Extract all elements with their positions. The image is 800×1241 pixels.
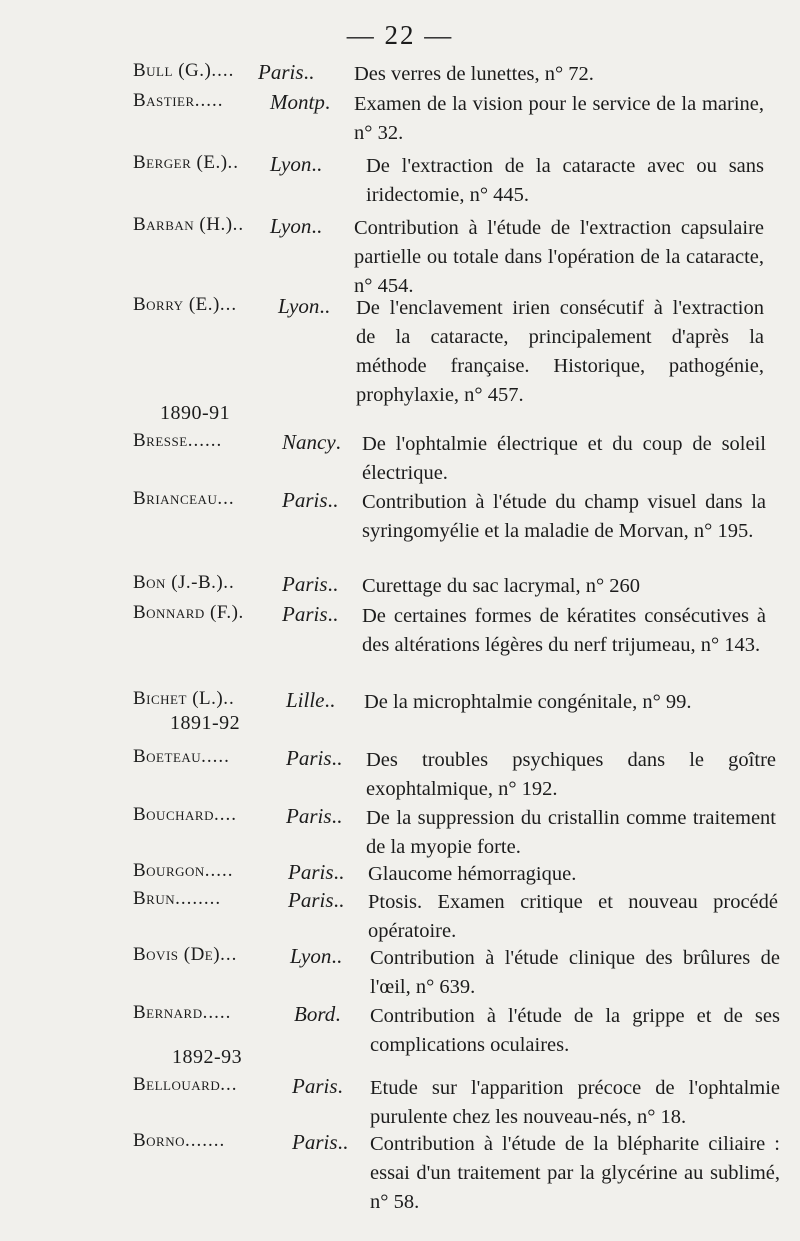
year-heading: 1892-93	[172, 1046, 243, 1068]
entry-author: Borno.......	[133, 1130, 226, 1151]
entry-title: Contribution à l'étude du champ visuel dans la syringomyélie et la maladie de Morvan, n° 195.	[362, 491, 766, 542]
entry-author: Boeteau.....	[133, 746, 230, 767]
entry-title: Ptosis. Examen critique et nouveau procédé opératoire.	[368, 891, 778, 942]
entry-city: Montp.	[270, 90, 331, 114]
entry-city: Paris..	[286, 746, 343, 770]
entry-title: Glaucome hémorragique.	[368, 863, 577, 885]
entry-author: Bernard.....	[133, 1002, 232, 1023]
entry-title: Contribution à l'étude de la blépharite ciliaire : essai d'un traitement par la glycérine au sublimé, n° 58.	[370, 1133, 780, 1213]
entry-title: Contribution à l'étude de l'extraction capsulaire partielle ou totale dans l'opération de la cataracte, n° 454.	[354, 217, 764, 297]
entry-author: Brun........	[133, 888, 222, 909]
entry-title: De l'extraction de la cataracte avec ou sans iridectomie, n° 445.	[366, 155, 764, 206]
entry-title: De certaines formes de kératites consécutives à des altérations légères du nerf trijumeau, n° 143.	[362, 605, 766, 656]
entry-author: Bellouard...	[133, 1074, 238, 1095]
entry-city: Bord.	[294, 1002, 341, 1026]
entry-city: Paris..	[286, 804, 343, 828]
entry-title: Etude sur l'apparition précoce de l'ophtalmie purulente chez les nouveau-nés, n° 18.	[370, 1077, 780, 1128]
entry-city: Lyon..	[278, 294, 330, 318]
entry-author: Barban (H.)..	[133, 214, 245, 235]
entry-title: Des verres de lunettes, n° 72.	[354, 63, 594, 85]
entry-author: Brianceau...	[133, 488, 235, 509]
entry-author: Borry (E.)...	[133, 294, 238, 315]
entry-city: Lyon..	[270, 152, 322, 176]
entry-city: Paris..	[282, 488, 339, 512]
entry-city: Paris.	[292, 1074, 343, 1098]
entry-title: Des troubles psychiques dans le goître exophtalmique, n° 192.	[366, 749, 776, 800]
bibliography-list	[0, 60, 800, 1240]
entry-title: De la microphtalmie congénitale, n° 99.	[364, 691, 692, 713]
entry-title: Examen de la vision pour le service de la marine, n° 32.	[354, 93, 764, 144]
entry-author: Bresse......	[133, 430, 223, 451]
entry-city: Paris..	[258, 60, 315, 84]
entry-city: Paris..	[292, 1130, 349, 1154]
entry-author: Bonnard (F.).	[133, 602, 245, 623]
entry-title: De l'enclavement irien consécutif à l'extraction de la cataracte, principalement d'après la méthode française. Historique, pathogénie, prophylaxie, n° 457.	[356, 297, 764, 406]
entry-city: Paris..	[288, 888, 345, 912]
entry-city: Nancy.	[282, 430, 341, 454]
entry-title: De la suppression du cristallin comme traitement de la myopie forte.	[366, 807, 776, 858]
entry-author: Bourgon.....	[133, 860, 234, 881]
year-heading: 1890-91	[160, 402, 231, 424]
entry-title: Curettage du sac lacrymal, n° 260	[362, 575, 641, 597]
entry-city: Paris..	[288, 860, 345, 884]
page-number: — 22 —	[346, 20, 454, 50]
entry-author: Bon (J.-B.)..	[133, 572, 235, 593]
entry-city: Paris..	[282, 602, 339, 626]
entry-author: Bovis (De)...	[133, 944, 238, 965]
entry-author: Bastier.....	[133, 90, 224, 111]
entry-author: Bichet (L.)..	[133, 688, 235, 709]
entry-author: Bouchard....	[133, 804, 237, 825]
entry-city: Paris..	[282, 572, 339, 596]
entry-title: Contribution à l'étude clinique des brûlures de l'œil, n° 639.	[370, 947, 780, 998]
entry-title: De l'ophtalmie électrique et du coup de soleil électrique.	[362, 433, 766, 484]
entry-title: Contribution à l'étude de la grippe et de ses complications oculaires.	[370, 1005, 780, 1056]
year-heading: 1891-92	[170, 712, 241, 734]
entry-author: Bull (G.)....	[133, 60, 235, 81]
entry-city: Lyon..	[270, 214, 322, 238]
entry-author: Berger (E.)..	[133, 152, 240, 173]
entry-city: Lyon..	[290, 944, 342, 968]
entry-city: Lille..	[286, 688, 336, 712]
